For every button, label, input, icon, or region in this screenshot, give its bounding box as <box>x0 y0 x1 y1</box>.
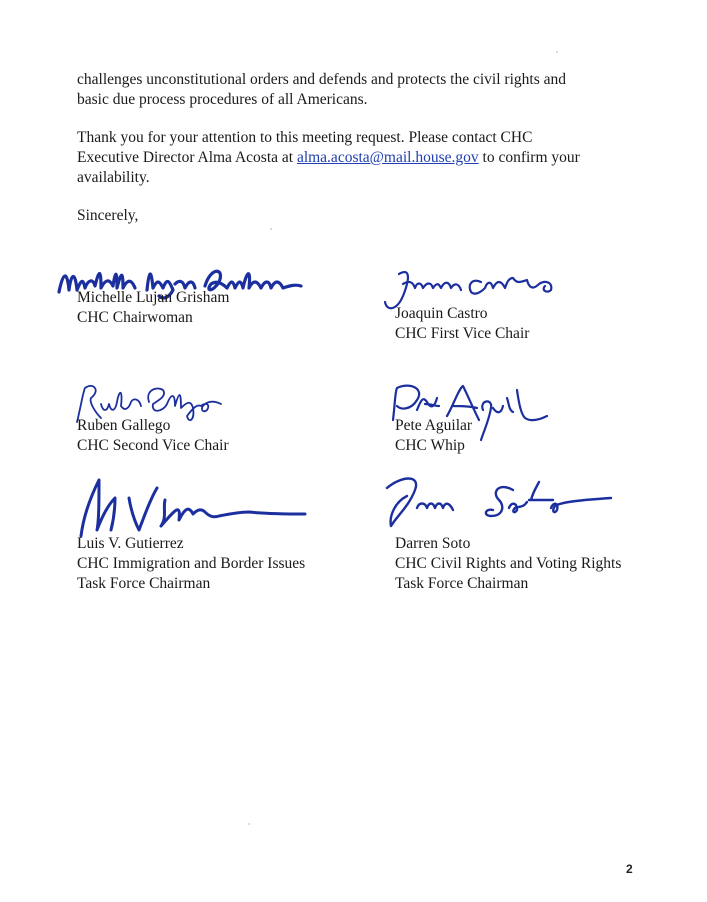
signature-block-gutierrez <box>77 470 377 600</box>
signatory-title: CHC Chairwoman <box>77 309 193 326</box>
signatory-name: Ruben Gallego <box>77 417 171 434</box>
body-line: basic due process procedures of all Americans. <box>77 91 368 108</box>
body-text: to confirm your <box>478 149 580 166</box>
email-link[interactable]: alma.acosta@mail.house.gov <box>296 149 479 166</box>
body-paragraph-1 <box>77 70 677 110</box>
signatory-name: Joaquin Castro <box>395 305 488 322</box>
signature-block-gallego <box>77 380 377 462</box>
signature-block-castro <box>395 262 695 352</box>
handwritten-signature <box>381 472 621 532</box>
signatory-title: Task Force Chairman <box>77 575 211 592</box>
signatory-name: Luis V. Gutierrez <box>77 535 184 552</box>
signature-block-aguilar <box>395 380 695 462</box>
handwritten-signature <box>69 470 319 540</box>
page-number: 2 <box>626 862 633 876</box>
scan-speck <box>270 228 272 230</box>
signatory-title: Task Force Chairman <box>395 575 529 592</box>
scan-speck <box>248 823 250 825</box>
signatory-name: Michelle Lujan Grisham <box>77 289 230 306</box>
body-line <box>77 148 677 168</box>
signatory-title: CHC First Vice Chair <box>395 325 530 342</box>
signatory-name: Pete Aguilar <box>395 417 473 434</box>
body-line: availability. <box>77 169 150 186</box>
signatory-title: CHC Immigration and Border Issues <box>77 555 306 572</box>
body-line: challenges unconstitutional orders and defends and protects the civil rights and <box>77 71 566 88</box>
closing: Sincerely, <box>77 207 139 224</box>
scan-speck <box>556 51 558 53</box>
signature-block-soto <box>395 470 695 600</box>
signature-block-grisham <box>77 262 377 352</box>
body-text: Executive Director Alma Acosta at <box>77 149 297 166</box>
signatory-title: CHC Civil Rights and Voting Rights <box>395 555 622 572</box>
signatory-name: Darren Soto <box>395 535 471 552</box>
signatory-title: CHC Second Vice Chair <box>77 437 229 454</box>
body-paragraph-2 <box>77 128 677 188</box>
body-line: Thank you for your attention to this meeting request. Please contact CHC <box>77 129 533 146</box>
signatory-title: CHC Whip <box>395 437 465 454</box>
